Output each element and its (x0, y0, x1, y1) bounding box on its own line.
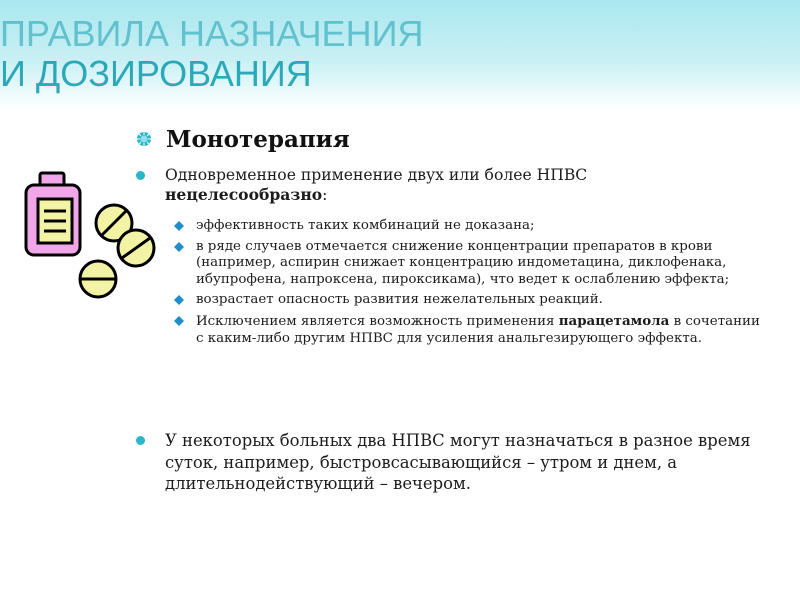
paragraph-1-emphasis: нецелесообразно (165, 185, 323, 204)
round-bullet-icon (136, 171, 145, 180)
sub-list (172, 218, 762, 351)
list-item: эффективность таких комбинаций не доказана; (172, 218, 762, 235)
paragraph-2-text: У некоторых больных два НПВС могут назначаться в разное время суток, например, быстровсасывающийся – утром и днем, а длительнодействующий – вечером. (165, 431, 751, 493)
paragraph-2 (136, 430, 786, 495)
title-line-1: ПРАВИЛА НАЗНАЧЕНИЯ (0, 13, 424, 54)
paragraph-1 (136, 166, 736, 205)
title-line-2: И ДОЗИРОВАНИЯ (0, 53, 312, 94)
list-item: Исключением является возможность применения парацетамола в сочетании с каким-либо другим НПВС для усиления анальгезирующего эффекта. (172, 313, 762, 347)
heading-row (136, 124, 350, 154)
sun-bullet-icon (136, 131, 152, 147)
paragraph-1-text: Одновременное применение двух или более НПВС нецелесообразно: (165, 166, 588, 204)
list-item: возрастает опасность развития нежелательных реакций. (172, 292, 762, 309)
slide-title (0, 14, 560, 94)
paracetamol-emphasis: парацетамола (558, 312, 670, 329)
section-heading: Монотерапия (166, 125, 350, 153)
round-bullet-icon (136, 436, 145, 445)
list-item: в ряде случаев отмечается снижение концентрации препаратов в крови (например, аспирин снижает концентрацию индометацина, диклофенака, ибупрофена, напроксена, пироксикама), что ведет к ослаблению эффекта; (172, 239, 762, 289)
